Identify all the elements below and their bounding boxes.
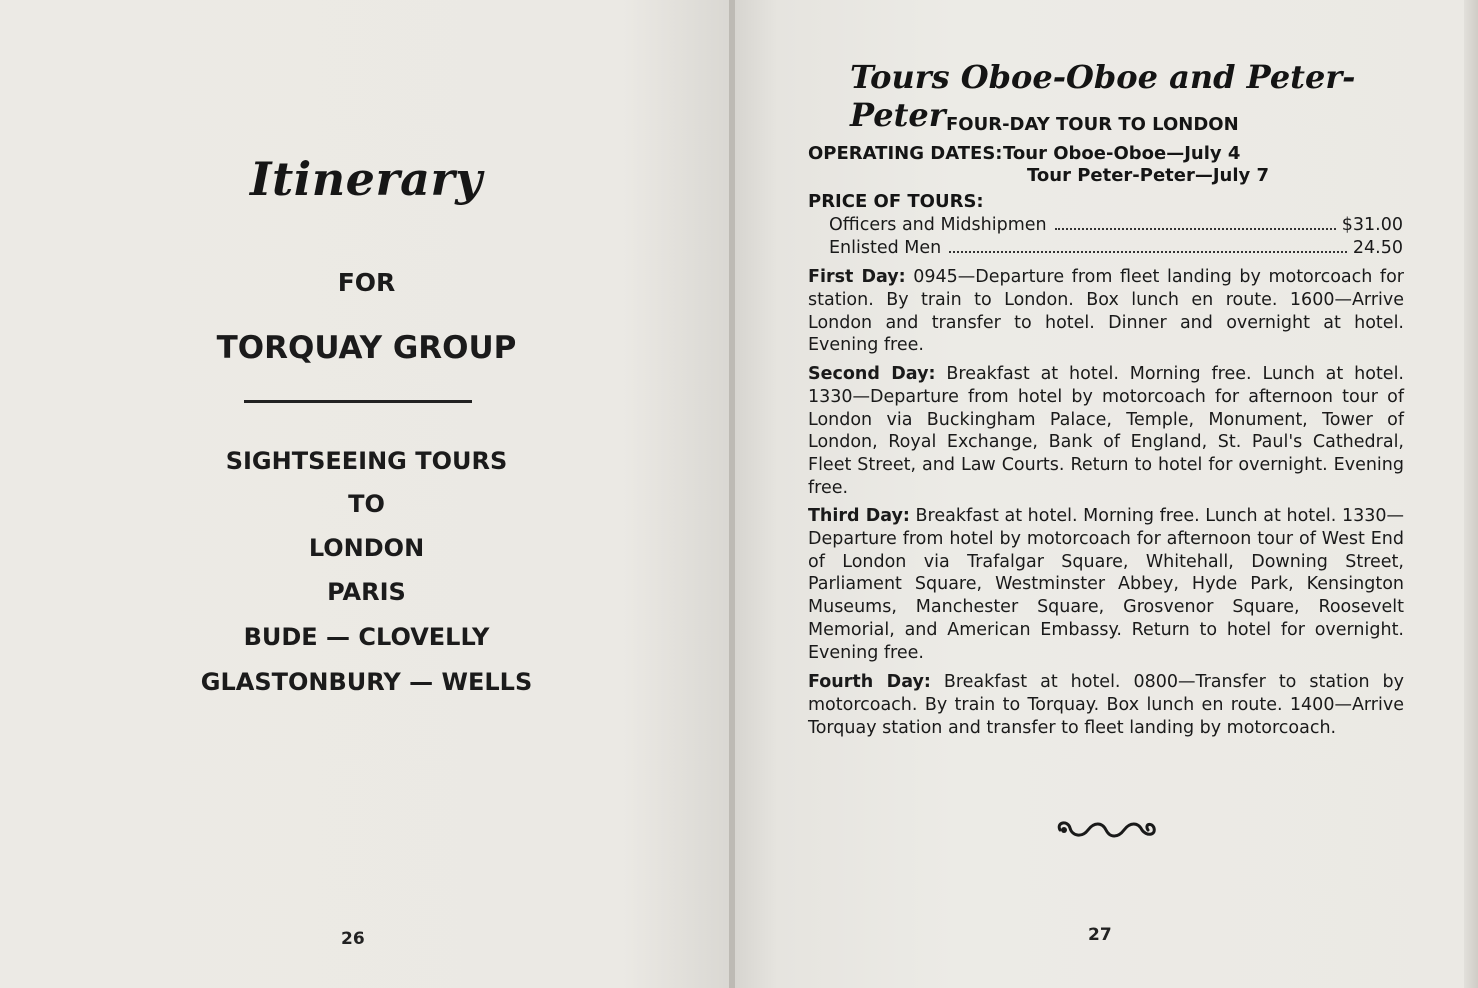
leader-dots (949, 251, 1347, 253)
operating-date-oboe: Tour Oboe-Oboe—July 4 (1003, 143, 1241, 164)
page-edge (1464, 0, 1478, 988)
day-text: 0945—Departure from fleet landing by motorcoach for station. By train to London. Box lunch en route. 1600—Arrive London and transfer to hotel. Dinner and overnight at hotel. Evening free. (808, 267, 1404, 356)
price-heading: PRICE OF TOURS: (808, 191, 984, 212)
operating-dates-label: OPERATING DATES: (808, 143, 1003, 164)
day-text: Breakfast at hotel. Morning free. Lunch at hotel. 1330—Departure from hotel by motorcoach for afternoon tour of London via Buckingham Palace, Temple, Monument, Tower of London, Royal Exchange, Bank of England, St. Paul's Cathedral, Fleet Street, and Law Courts. Return to hotel for overnight. Evening free. (808, 364, 1404, 498)
day-label: First Day: (808, 267, 906, 287)
day-paragraph-third (808, 505, 1404, 665)
page-number: 26 (341, 929, 365, 949)
day-paragraph-first (808, 266, 1404, 357)
price-value: 24.50 (1352, 238, 1403, 258)
destination-item: GLASTONBURY — WELLS (200, 668, 533, 696)
divider-rule (244, 400, 472, 403)
tour-title: Tours Oboe-Oboe and Peter-Peter (850, 58, 1356, 134)
price-row-enlisted (829, 238, 1403, 258)
page-number: 27 (1088, 925, 1112, 945)
destination-item: BUDE — CLOVELLY (243, 623, 490, 651)
price-label: Officers and Midshipmen (829, 215, 1047, 235)
group-name: TORQUAY GROUP (216, 330, 517, 366)
day-paragraph-fourth (808, 671, 1404, 739)
day-label: Third Day: (808, 506, 910, 526)
to-label: TO (348, 490, 385, 518)
day-paragraph-second (808, 363, 1404, 500)
sightseeing-heading: SIGHTSEEING TOURS (225, 447, 508, 475)
day-text: Breakfast at hotel. Morning free. Lunch at hotel. 1330—Departure from hotel by motorcoach for afternoon tour of West End of London via Trafalgar Square, Whitehall, Downing Street, Parliament Square, Westminster Abbey, Hyde Park, Kensington Museums, Manchester Square, Grosvenor Square, Roosevelt Memorial, and American Embassy. Return to hotel for overnight. Evening free. (808, 506, 1404, 663)
tour-subtitle: FOUR-DAY TOUR TO LONDON (946, 114, 1239, 135)
destination-item: LONDON (308, 534, 425, 562)
day-label: Fourth Day: (808, 672, 931, 692)
day-text: Breakfast at hotel. 0800—Transfer to station by motorcoach. By train to Torquay. Box lunch en route. 1400—Arrive Torquay station and transfer to fleet landing by motorcoach. (808, 672, 1404, 738)
destination-item: PARIS (327, 578, 406, 606)
price-value: $31.00 (1341, 215, 1403, 235)
day-label: Second Day: (808, 364, 936, 384)
price-row-officers (829, 215, 1403, 235)
ornament-icon (1052, 816, 1162, 844)
itinerary-title: Itinerary (250, 152, 483, 206)
operating-date-peter: Tour Peter-Peter—July 7 (1027, 165, 1270, 186)
price-label: Enlisted Men (829, 238, 942, 258)
for-label: FOR (337, 268, 396, 297)
leader-dots (1055, 228, 1336, 230)
